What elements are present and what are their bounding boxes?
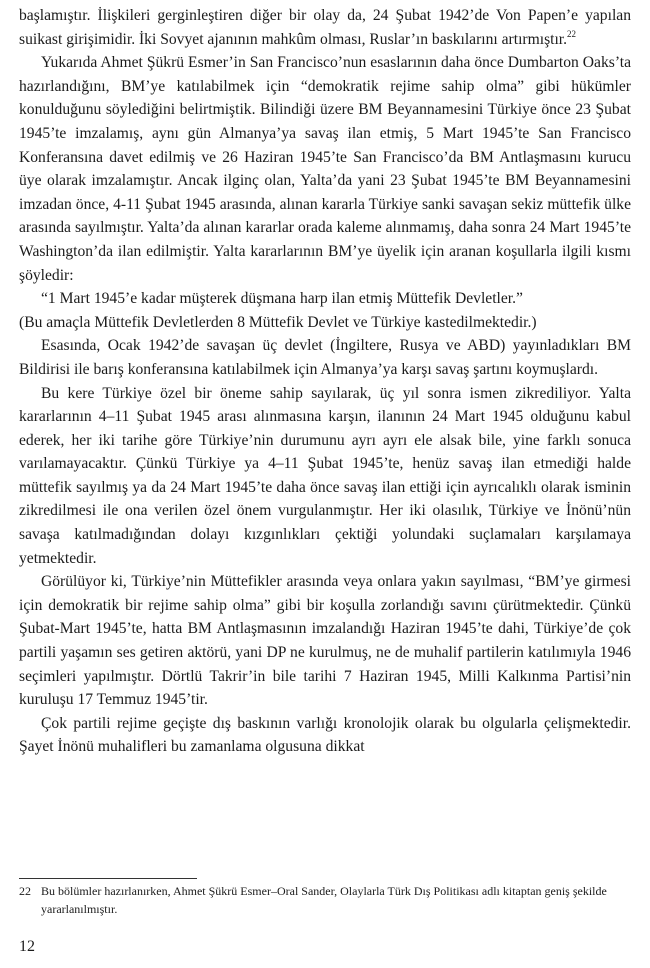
- footnote-divider: [19, 878, 197, 879]
- footnote-number: 22: [19, 884, 31, 898]
- paragraph: Çok partili rejime geçişte dış baskının varlığı kronolojik olarak bu olgularla çelişmektedir. Şayet İnönü muhalifleri bu zamanlama olgusuna dikkat: [19, 714, 631, 756]
- footnote: [19, 882, 631, 918]
- body-text: [19, 4, 631, 759]
- paragraph: (Bu amaçla Müttefik Devletlerden 8 Müttefik Devlet ve Türkiye kastedilmektedir.): [19, 313, 537, 331]
- paragraph: Yukarıda Ahmet Şükrü Esmer’in San Francisco’nun esaslarının daha önce Dumbarton Oaks’ta hazırlandığını, BM’ye katılabilmek için “demokratik rejime sahip olma” gibi hükümler konulduğunu söylediğini belirtmiştik. Bilindiği üzere BM Beyannamesini Türkiye önce 23 Şubat 1945’te imzalamış, aynı gün Almanya’ya savaş ilan etmiş, 5 Mart 1945’te San Francisco Konferansına davet edilmiş ve 26 Haziran 1945’te San Francisco’da BM Antlaşmasını kurucu üye olarak imzalamıştır. Ancak ilginç olan, Yalta’da yani 23 Şubat 1945’te BM Beyannamesini imzadan önce, 4-11 Şubat 1945 arasında, alınan kararla Türkiye sanki savaşan sekiz müttefik ülke arasında sayılmıştır. Yalta’da alınan kararlar orada kaleme alınmamış, daha sonra 24 Mart 1945’te Washington’da ilan edilmiştir. Yalta kararlarının BM’ye üyelik için aranan koşullarla ilgili kısmı şöyledir:: [19, 54, 631, 284]
- paragraph: Esasında, Ocak 1942’de savaşan üç devlet (İngiltere, Rusya ve ABD) yayınladıkları BM Bildirisi ile barış konferansına katılabilmek için Almanya’ya karşı savaş şartını koymuşlardı.: [19, 337, 631, 378]
- footnote-text: Bu bölümler hazırlanırken, Ahmet Şükrü Esmer–Oral Sander, Olaylarla Türk Dış Politikası adlı kitaptan geniş şekilde yararlanılmıştır.: [41, 884, 607, 916]
- paragraph: [19, 4, 631, 51]
- paragraph-text: başlamıştır. İlişkileri gerginleştiren diğer bir olay da, 24 Şubat 1942’de Von Papen’e yapılan suikast girişimidir. İki Sovyet ajanının mahkûm olması, Ruslar’ın baskılarını artırmıştır.: [19, 7, 631, 48]
- page-number: 12: [19, 938, 35, 955]
- paragraph: Bu kere Türkiye özel bir öneme sahip sayılarak, üç yıl sonra ismen zikrediliyor. Yalta kararlarının 4–11 Şubat 1945 arası alınmasına karşın, ilanının 24 Mart 1945 olduğunu kabul ederek, her iki tarihe göre Türkiye’nin durumunu ayrı ayrı ele alsak bile, yine farklı sonuca varılamayacaktır. Çünkü Türkiye ya 4–11 Şubat 1945’te, henüz savaş ilan etmediği halde müttefik sayılmış ya da 24 Mart 1945’te daha önce savaş ilan ettiği için ayrıcalıklı olarak isminin zikredilmesi ile ona verilen özel önem vurgulanmıştır. Her iki olasılık, Türkiye ve İnönü’nün savaşa katılmadığından dolayı kızgınlıkları çektiği yolundaki suçlamaları karşılamaya yetmektedir.: [19, 384, 631, 567]
- footnote-reference: 22: [567, 28, 577, 39]
- quote-paragraph: “1 Mart 1945’e kadar müşterek düşmana harp ilan etmiş Müttefik Devletler.”: [41, 290, 523, 308]
- paragraph: Görülüyor ki, Türkiye’nin Müttefikler arasında veya onlara yakın sayılması, “BM’ye girmesi için demokratik bir rejime sahip olma” gibi bir koşulla zorlandığı savını çürütmektedir. Çünkü Şubat-Mart 1945’te, hatta BM Antlaşmasının imzalandığı Haziran 1945’te dahi, Türkiye’de çok partili yaşamın ses getiren aktörü, yani DP ne kurulmuş, ne de muhalif partilerin katılımıyla 1946 seçimleri yapılmıştır. Dörtlü Takrir’in bile tarihi 7 Haziran 1945, Milli Kalkınma Partisi’nin kuruluşu 17 Temmuz 1945’tir.: [19, 573, 631, 709]
